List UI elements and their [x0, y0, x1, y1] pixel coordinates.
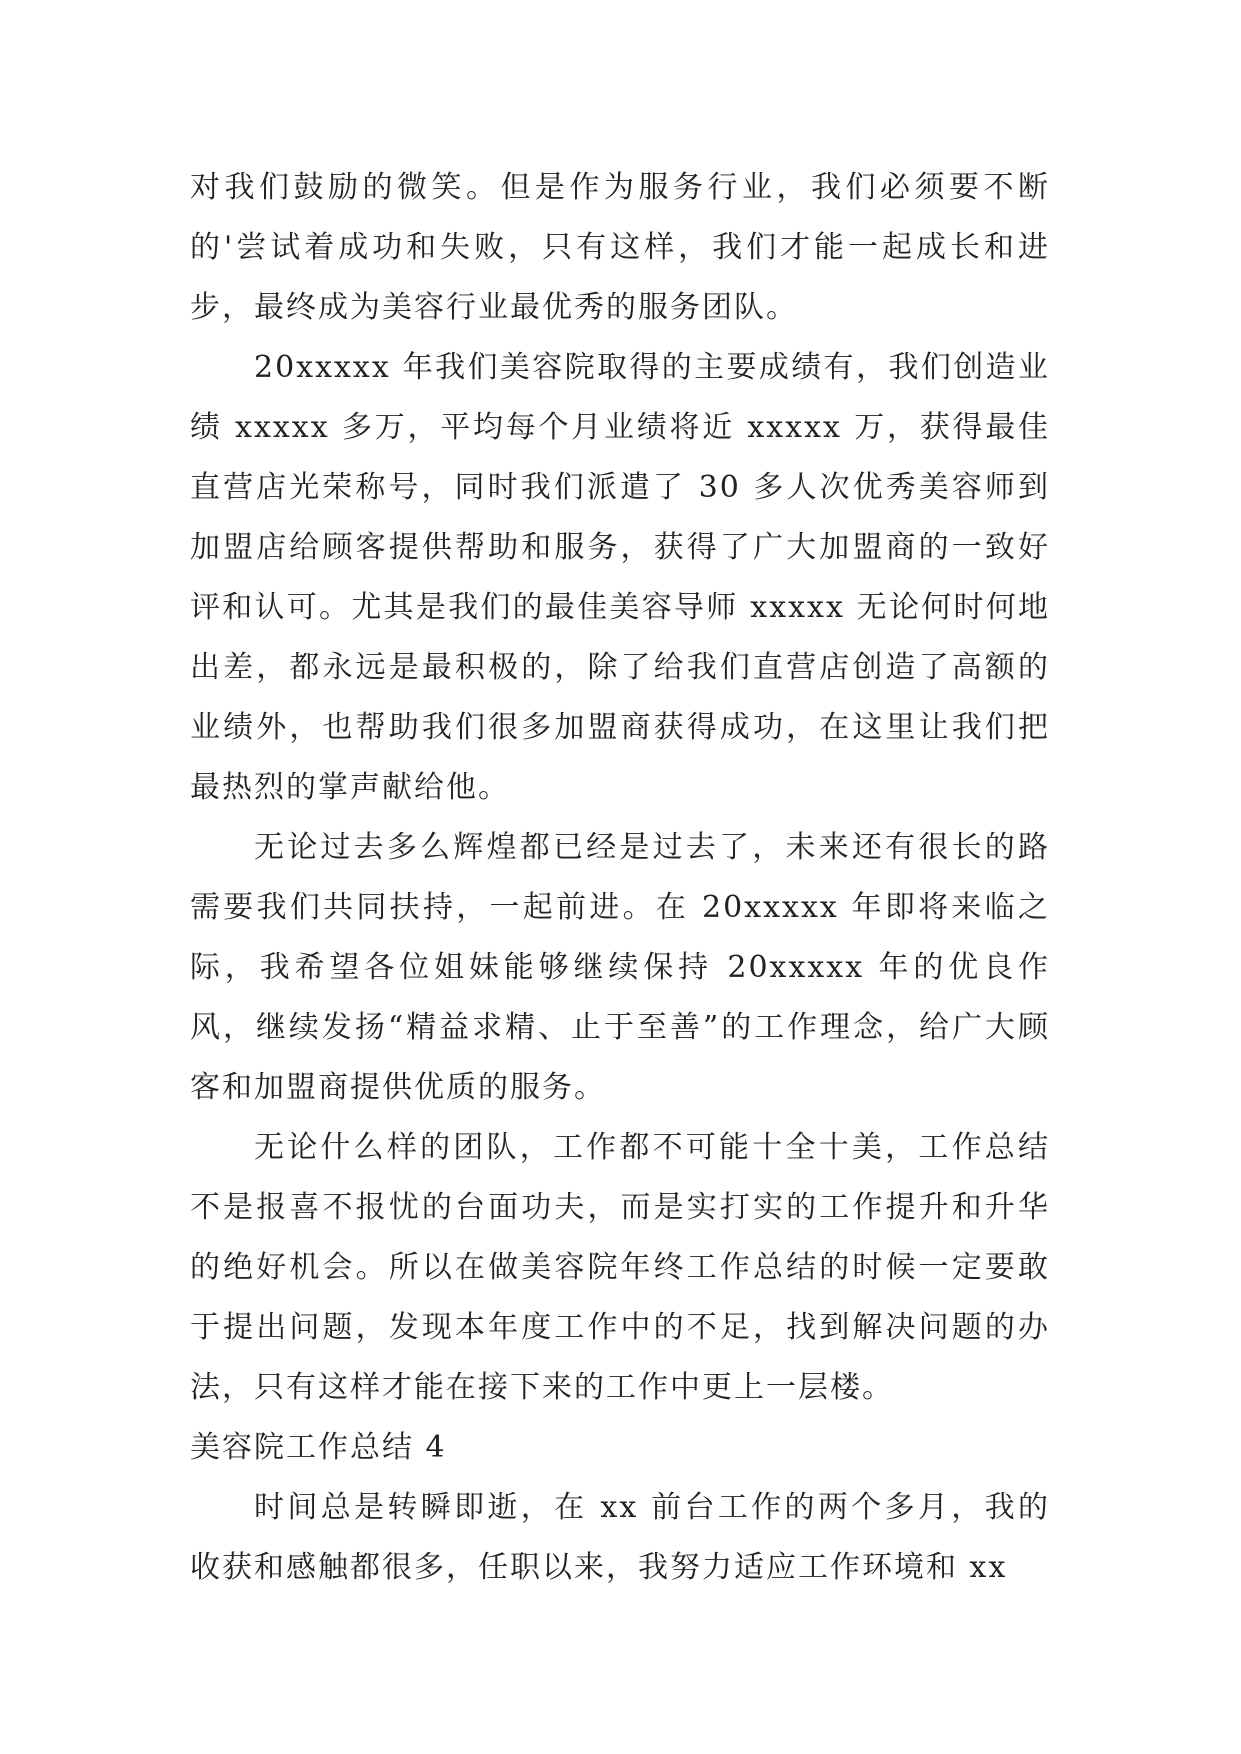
paragraph-achievements: 20xxxxx 年我们美容院取得的主要成绩有，我们创造业绩 xxxxx 多万，平均每个月业绩将近 xxxxx 万，获得最佳直营店光荣称号，同时我们派遣了 30 多人次优秀美容师到加盟店给顾客提供帮助和服务，获得了广大加盟商的一致好评和认可。尤其是我们的最佳美容导师 xxxxx 无论何时何地出差，都永远是最积极的，除了给我们直营店创造了高额的业绩外，也帮助我们很多加盟商获得成功，在这里让我们把最热烈的掌声献给他。 [190, 350, 1050, 805]
paragraph-future: 无论过去多么辉煌都已经是过去了，未来还有很长的路需要我们共同扶持，一起前进。在 20xxxxx 年即将来临之际，我希望各位姐妹能够继续保持 20xxxxx 年的优良作风，继续发扬“精益求精、止于至善”的工作理念，给广大顾客和加盟商提供优质的服务。 [190, 830, 1050, 1105]
paragraph-reflection: 无论什么样的团队，工作都不可能十全十美，工作总结不是报喜不报忧的台面功夫，而是实打实的工作提升和升华的绝好机会。所以在做美容院年终工作总结的时候一定要敢于提出问题，发现本年度工作中的不足，找到解决问题的办法，只有这样才能在接下来的工作中更上一层楼。 [190, 1130, 1050, 1405]
section-heading: 美容院工作总结 4 [190, 1430, 447, 1465]
document-body [190, 158, 1050, 1598]
paragraph-continuation: 对我们鼓励的微笑。但是作为服务行业，我们必须要不断的'尝试着成功和失败，只有这样，我们才能一起成长和进步，最终成为美容行业最优秀的服务团队。 [190, 170, 1050, 325]
paragraph-section-4-intro: 时间总是转瞬即逝，在 xx 前台工作的两个多月，我的收获和感触都很多，任职以来，我努力适应工作环境和 xx [190, 1490, 1050, 1585]
